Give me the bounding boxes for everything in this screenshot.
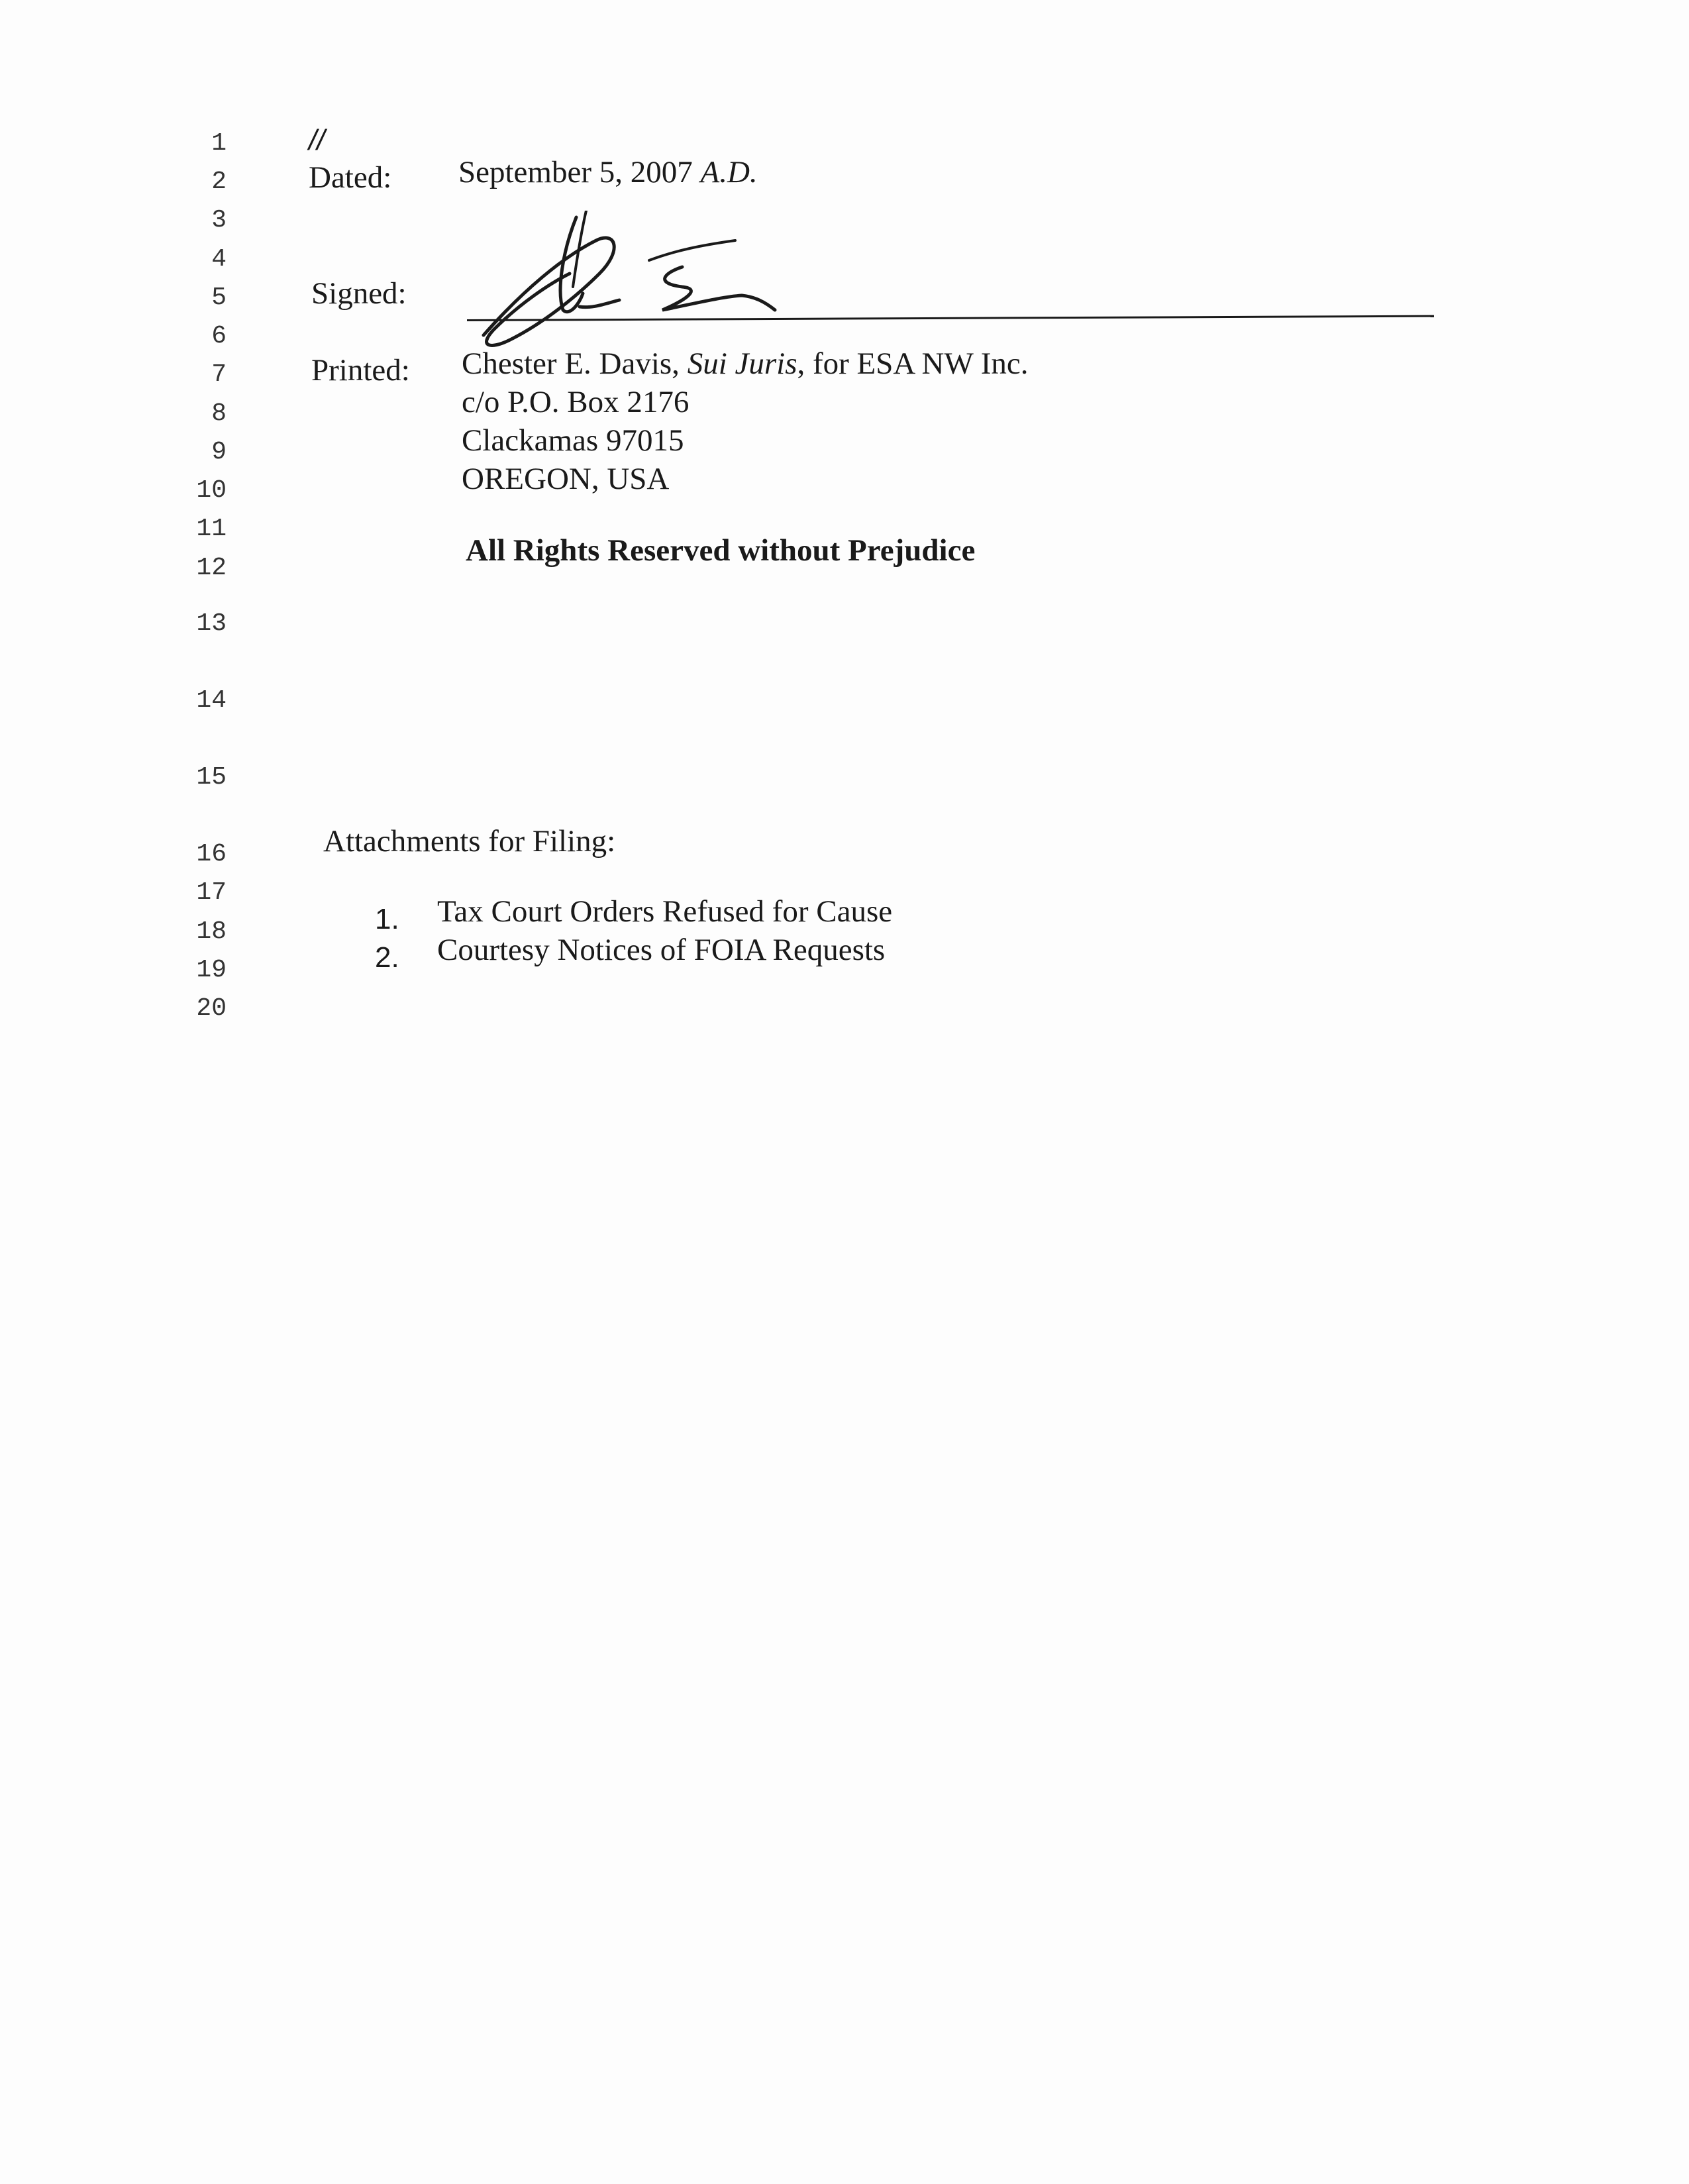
line-number: 19 xyxy=(196,956,227,984)
dated-value xyxy=(458,157,758,188)
line-number: 5 xyxy=(211,284,227,312)
address-line: OREGON, USA xyxy=(462,462,670,496)
attachment-number: 2. xyxy=(375,941,399,974)
address-line: Clackamas 97015 xyxy=(462,423,684,458)
line-number: 14 xyxy=(196,686,227,715)
continuation-mark: // xyxy=(309,124,325,156)
printed-name-line xyxy=(462,348,1028,380)
line-number: 3 xyxy=(211,206,227,234)
signature-image xyxy=(464,211,835,353)
address-line: c/o P.O. Box 2176 xyxy=(462,385,690,419)
line-number: 8 xyxy=(211,399,227,428)
printed-label: Printed: xyxy=(311,353,410,388)
line-number: 18 xyxy=(196,917,227,946)
line-number: 15 xyxy=(196,763,227,792)
signer-name: Chester E. Davis, xyxy=(462,346,688,381)
line-number: 11 xyxy=(196,515,227,543)
attachment-item: Tax Court Orders Refused for Cause xyxy=(437,894,893,929)
era-text: A.D. xyxy=(700,155,758,189)
dated-label: Dated: xyxy=(309,160,392,195)
signer-company: , for ESA NW Inc. xyxy=(797,346,1029,381)
line-number: 9 xyxy=(211,438,227,466)
line-number: 12 xyxy=(196,554,227,582)
signed-label: Signed: xyxy=(311,276,407,311)
line-number: 20 xyxy=(196,994,227,1023)
attachment-item: Courtesy Notices of FOIA Requests xyxy=(437,933,886,967)
line-number: 7 xyxy=(211,360,227,389)
line-number: 1 xyxy=(211,129,227,158)
line-number: 6 xyxy=(211,322,227,350)
reservation-statement: All Rights Reserved without Prejudice xyxy=(466,533,976,568)
line-number: 16 xyxy=(196,840,227,868)
line-number: 17 xyxy=(196,878,227,907)
attachments-heading: Attachments for Filing: xyxy=(323,824,616,858)
line-number: 13 xyxy=(196,609,227,638)
line-number: 4 xyxy=(211,245,227,274)
date-text: September 5, 2007 xyxy=(458,155,693,189)
signer-status: Sui Juris xyxy=(687,346,797,381)
attachment-number: 1. xyxy=(375,903,399,935)
line-number: 10 xyxy=(196,476,227,505)
line-number: 2 xyxy=(211,168,227,196)
